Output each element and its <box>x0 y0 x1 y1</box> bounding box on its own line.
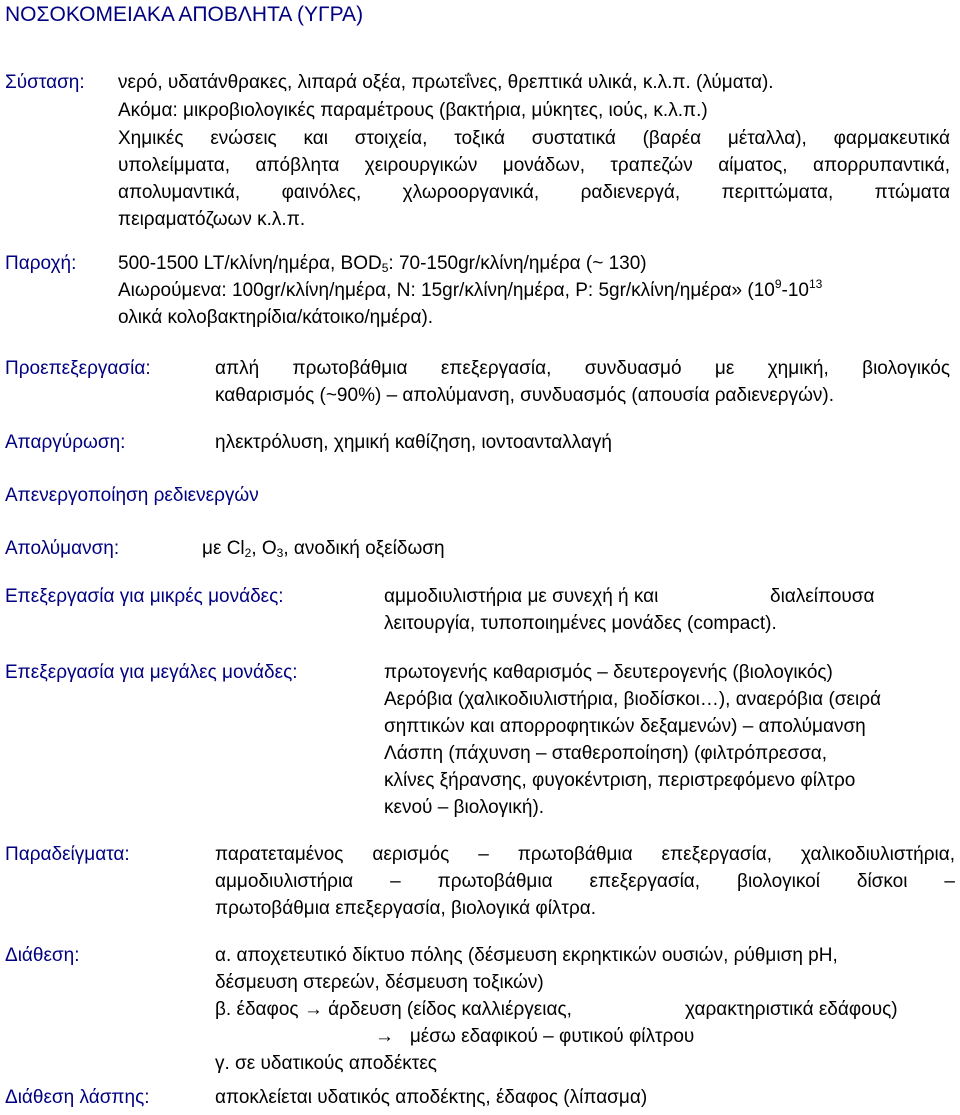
mikres-label: Επεξεργασία για μικρές μονάδες: <box>5 586 284 607</box>
apargyrosi-label: Απαργύρωση: <box>5 432 126 453</box>
apolymansi-text: με $Cl_2$, $O_3$, ανοδική οξείδωση <box>202 538 445 560</box>
paradeigmata-line-2: αμμοδιυλιστήρια – πρωτοβάθμια επεξεργασία, βιολογικοί δίσκοι – <box>215 871 955 892</box>
paroxi-line-1: 500-1500 LT/κλίνη/ημέρα, $BOD_5$: 70-150gr/κλίνη/ημέρα (~ 130) <box>118 253 647 275</box>
paradeigmata-line-3: πρωτοβάθμια επεξεργασία, βιολογικά φίλτρα. <box>215 898 597 919</box>
paroxi-label: Παροχή: <box>5 253 77 274</box>
megales-line-5: κλίνες ξήρανσης, φυγοκέντριση, περιστρεφόμενο φίλτρο <box>384 770 856 791</box>
diathesi-laspis-text: αποκλείεται υδατικός αποδέκτης, έδαφος (λίπασμα) <box>215 1087 648 1108</box>
page-title: ΝΟΣΟΚΟΜΕΙΑΚΑ ΑΠΟΒΛΗΤΑ (ΥΓΡΑ) <box>5 3 364 26</box>
sustasi-line-2: Ακόμα: μικροβιολογικές παραμέτρους (βακτήρια, μύκητες, ιούς, κ.λ.π.) <box>118 100 708 121</box>
megales-line-6: κενού – βιολογική). <box>384 797 545 818</box>
sustasi-label: Σύσταση: <box>5 72 85 93</box>
sustasi-line-4: υπολείμματα, απόβλητα χειρουργικών μονάδων, τραπεζών αίματος, απορρυπαντικά, <box>118 155 950 176</box>
paroxi-line-3: ολικά κολοβακτηρίδια/κάτοικο/ημέρα). <box>118 307 434 328</box>
apolymansi-label: Απολύμανση: <box>5 538 120 559</box>
paradeigmata-label: Παραδείγματα: <box>5 844 130 865</box>
diathesi-line-3a: β. έδαφος → άρδευση (είδος καλλιέργειας, <box>215 999 572 1020</box>
proepexergasia-label: Προεπεξεργασία: <box>5 358 151 379</box>
diathesi-line-5: γ. σε υδατικούς αποδέκτες <box>215 1053 437 1074</box>
sustasi-line-5: απολυμαντικά, φαινόλες, χλωροοργανικά, ραδιενεργά, περιττώματα, πτώματα <box>118 182 950 203</box>
diathesi-label: Διάθεση: <box>5 945 80 966</box>
megales-line-4: Λάσπη (πάχυνση – σταθεροποίηση) (φιλτρόπρεσσα, <box>384 743 828 764</box>
megales-line-3: σηπτικών και απορροφητικών δεξαμενών) – απολύμανση <box>384 716 866 737</box>
sustasi-line-6: πειραματόζωων κ.λ.π. <box>118 209 306 230</box>
megales-label: Επεξεργασία για μεγάλες μονάδες: <box>5 662 298 683</box>
paroxi-line-2: Αιωρούμενα: 100gr/κλίνη/ημέρα, Ν: 15gr/κλίνη/ημέρα, Ρ: 5gr/κλίνη/ημέρα» ($10^9-10^{13}$ <box>118 277 823 301</box>
mikres-line-1b: διαλείπουσα <box>770 586 875 607</box>
diathesi-line-1: α. αποχετευτικό δίκτυο πόλης (δέσμευση εκρηκτικών ουσιών, ρύθμιση pH, <box>215 945 838 966</box>
paradeigmata-line-1: παρατεταμένος αερισμός – πρωτοβάθμια επεξεργασία, χαλικοδιυλιστήρια, <box>215 844 955 865</box>
diathesi-laspis-label: Διάθεση λάσπης: <box>5 1087 150 1108</box>
apargyrosi-text: ηλεκτρόλυση, χημική καθίζηση, ιοντοανταλλαγή <box>215 432 612 453</box>
mikres-line-1a: αμμοδιυλιστήρια με συνεχή ή και <box>384 586 659 607</box>
apenergopoiisi-heading: Απενεργοποίηση ρεδιενεργών <box>5 485 259 506</box>
right-arrow-icon: → <box>303 999 323 1020</box>
diathesi-line-4: → μέσω εδαφικού – φυτικού φίλτρου <box>375 1026 695 1047</box>
mikres-line-2: λειτουργία, τυποποιημένες μονάδες (compact). <box>384 613 777 634</box>
megales-line-1: πρωτογενής καθαρισμός – δευτερογενής (βιολογικός) <box>384 662 833 683</box>
diathesi-line-2: δέσμευση στερεών, δέσμευση τοξικών) <box>215 972 544 993</box>
sustasi-line-3: Χημικές ενώσεις και στοιχεία, τοξικά συστατικά (βαρέα μέταλλα), φαρμακευτικά <box>118 128 950 149</box>
sustasi-line-1: νερό, υδατάνθρακες, λιπαρά οξέα, πρωτεΐνες, θρεπτικά υλικά, κ.λ.π. (λύματα). <box>118 72 774 93</box>
proepexergasia-line-1: απλή πρωτοβάθμια επεξεργασία, συνδυασμό με χημική, βιολογικός <box>215 358 950 379</box>
megales-line-2: Αερόβια (χαλικοδιυλιστήρια, βιοδίσκοι…), αναερόβια (σειρά <box>384 689 881 710</box>
proepexergasia-line-2: καθαρισμός (~90%) – απολύμανση, συνδυασμός (απουσία ραδιενεργών). <box>215 385 835 406</box>
diathesi-line-3c: χαρακτηριστικά εδάφους) <box>685 999 898 1020</box>
right-arrow-icon: → <box>375 1026 394 1047</box>
